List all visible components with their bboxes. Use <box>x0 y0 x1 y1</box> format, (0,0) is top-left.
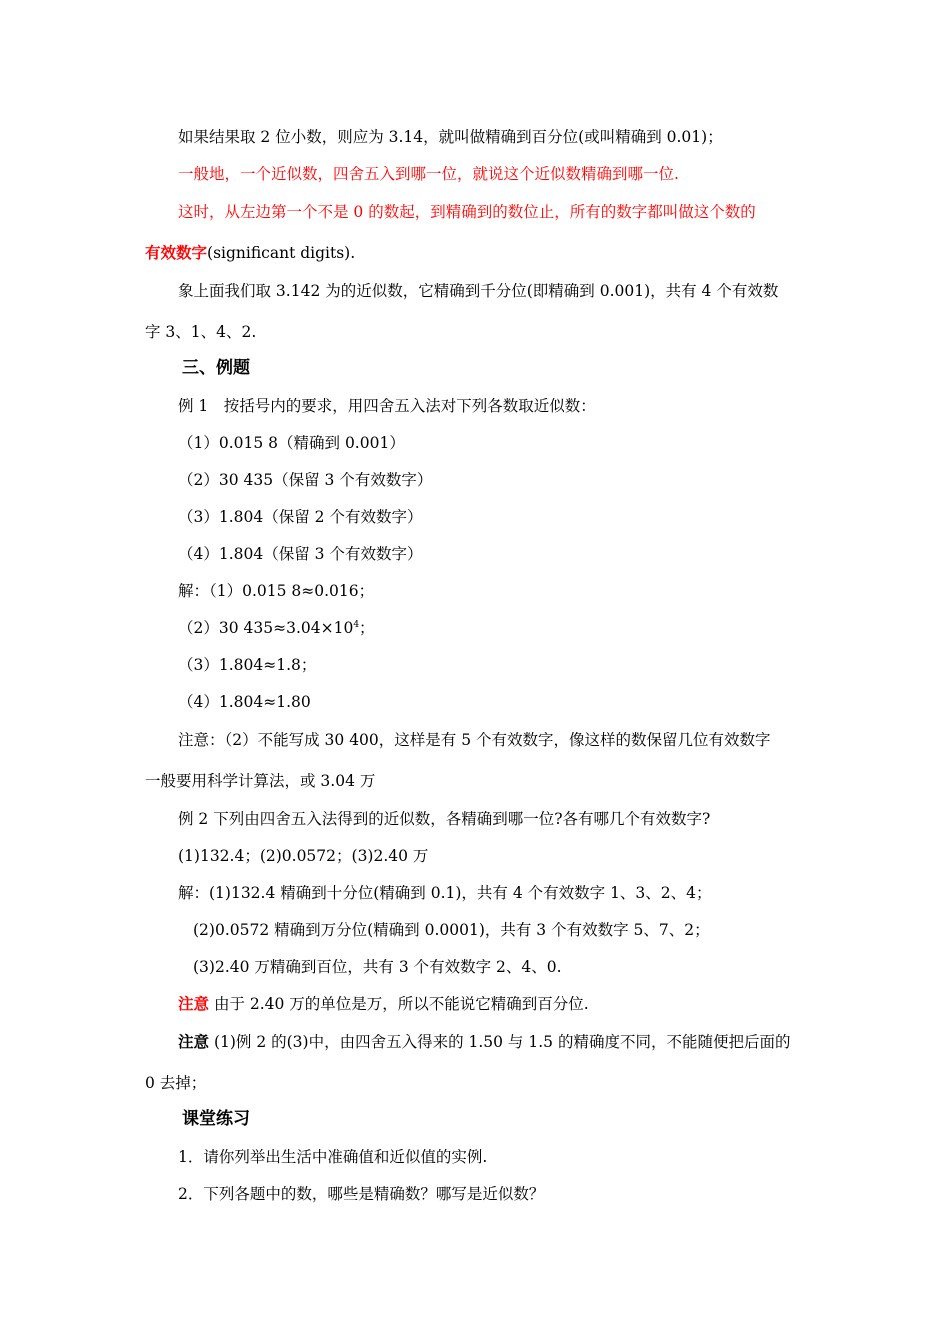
practice-question: 1．请你列举出生活中准确值和近似值的实例. <box>178 1148 488 1166</box>
example2-solution: (2)0.0572 精确到万分位(精确到 0.0001)，共有 3 个有效数字 5、7、2； <box>193 921 710 939</box>
example1-solution: （3）1.804≈1.8； <box>178 656 317 674</box>
section-title-examples: 三、例题 <box>182 358 250 378</box>
paragraph-example-3142: 象上面我们取 3.142 为的近似数，它精确到千分位(即精确到 0.001)，共有 4 个有效数 <box>178 282 779 300</box>
note-text: 由于 2.40 万的单位是万，所以不能说它精确到百分位. <box>209 995 589 1013</box>
note-label: 注意 <box>178 994 210 1013</box>
example1-title: 例 1 按括号内的要求，用四舍五入法对下列各数取近似数： <box>178 397 596 415</box>
practice-question: 2．下列各题中的数，哪些是精确数？哪写是近似数？ <box>178 1185 545 1203</box>
example1-item: （4）1.804（保留 3 个有效数字） <box>178 545 423 563</box>
example1-solution: （4）1.804≈1.80 <box>178 693 311 711</box>
example2-question: (1)132.4；(2)0.0572；(3)2.40 万 <box>178 847 429 865</box>
example2-solution: 解：(1)132.4 精确到十分位(精确到 0.1)，共有 4 个有效数字 1、3、2、4； <box>178 884 712 902</box>
solution-text: （2）30 435≈3.04×10 <box>178 619 354 637</box>
note-label: 注意 <box>178 1032 210 1051</box>
example2-title: 例 2 下列由四舍五入法得到的近似数，各精确到哪一位?各有哪几个有效数字? <box>178 810 711 828</box>
term-significant-digits: 有效数字 <box>145 243 208 262</box>
example1-item: （2）30 435（保留 3 个有效数字） <box>178 471 433 489</box>
example1-solution: 解：（1）0.015 8≈0.016； <box>178 582 375 600</box>
example2-note-precision-cont: 0 去掉； <box>145 1074 207 1092</box>
paragraph-significant-digits-definition: 这时，从左边第一个不是 0 的数起，到精确到的数位止，所有的数字都叫做这个数的 <box>178 203 756 221</box>
term-english: (significant digits). <box>207 244 356 262</box>
example1-note-cont: 一般要用科学计算法，或 3.04 万 <box>145 772 376 790</box>
example2-solution: (3)2.40 万精确到百位，共有 3 个有效数字 2、4、0. <box>193 958 562 976</box>
example1-note: 注意：（2）不能写成 30 400，这样是有 5 个有效数字，像这样的数保留几位有效数字 <box>178 731 771 749</box>
solution-tail: ； <box>359 619 375 637</box>
example1-solution-sci <box>178 617 810 639</box>
example2-note-unit <box>178 993 810 1015</box>
paragraph-significant-digits-term <box>145 242 810 264</box>
paragraph-example-3142-cont: 字 3、1、4、2. <box>145 323 257 341</box>
example1-item: （3）1.804（保留 2 个有效数字） <box>178 508 423 526</box>
example2-note-precision <box>178 1031 810 1053</box>
section-title-practice: 课堂练习 <box>182 1109 250 1129</box>
exponent: 4 <box>353 619 360 630</box>
paragraph-precision-hundredths: 如果结果取 2 位小数，则应为 3.14，就叫做精确到百分位(或叫精确到 0.01)； <box>178 128 723 146</box>
note-text: (1)例 2 的(3)中，由四舍五入得来的 1.50 与 1.5 的精确度不同，不能随便把后面的 <box>209 1033 791 1051</box>
paragraph-rounding-rule: 一般地，一个近似数，四舍五入到哪一位，就说这个近似数精确到哪一位. <box>178 165 679 183</box>
example1-item: （1）0.015 8（精确到 0.001） <box>178 434 405 452</box>
